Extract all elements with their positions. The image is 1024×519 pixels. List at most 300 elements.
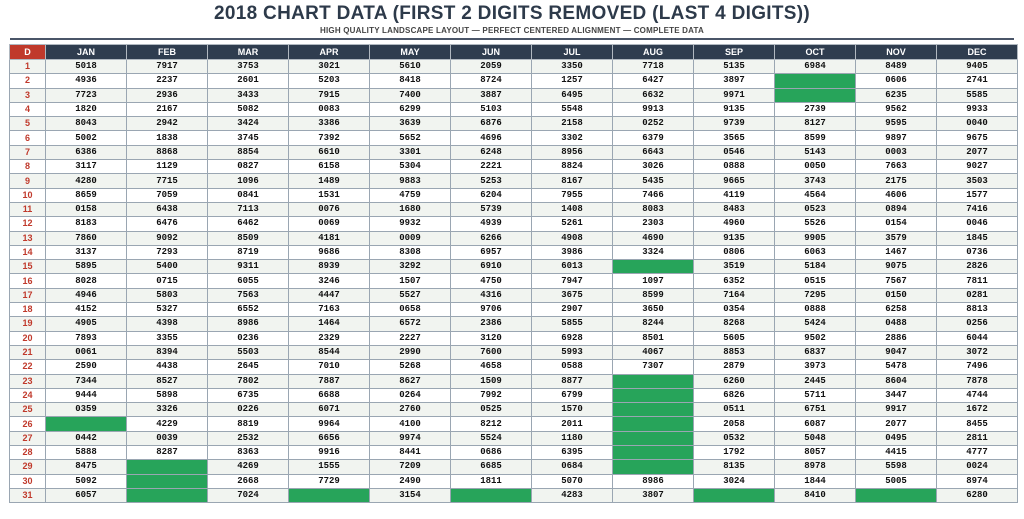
value-cell: 9706: [451, 303, 532, 317]
value-cell: 3350: [532, 60, 613, 74]
table-row: [10, 460, 1018, 474]
value-cell: 6395: [532, 446, 613, 460]
value-cell: 7293: [127, 245, 208, 259]
value-cell: 8719: [208, 245, 289, 259]
day-number: 28: [10, 446, 46, 460]
value-cell: 8441: [370, 446, 451, 460]
value-cell: 1507: [370, 274, 451, 288]
value-cell: 1129: [127, 160, 208, 174]
value-cell: 3302: [532, 131, 613, 145]
value-cell: 5048: [775, 431, 856, 445]
day-number: 12: [10, 217, 46, 231]
value-cell: 1555: [289, 460, 370, 474]
month-header-feb: FEB: [127, 45, 208, 60]
table-row: [10, 217, 1018, 231]
value-cell: 1467: [856, 245, 937, 259]
value-cell: 4283: [532, 488, 613, 502]
value-cell: 8544: [289, 345, 370, 359]
value-cell: 5435: [613, 174, 694, 188]
value-cell: 9135: [694, 102, 775, 116]
value-cell: 5203: [289, 74, 370, 88]
value-cell: 8986: [613, 474, 694, 488]
value-cell: 6260: [694, 374, 775, 388]
value-cell: 7663: [856, 160, 937, 174]
value-cell: 9405: [937, 60, 1018, 74]
value-cell: 8363: [208, 446, 289, 460]
day-number: 19: [10, 317, 46, 331]
empty-cell: [613, 403, 694, 417]
value-cell: 8599: [613, 288, 694, 302]
empty-cell: [775, 88, 856, 102]
value-cell: 0658: [370, 303, 451, 317]
day-number: 7: [10, 145, 46, 159]
table-row: [10, 288, 1018, 302]
title-rule: [10, 38, 1014, 40]
value-cell: 1672: [937, 403, 1018, 417]
value-cell: 7715: [127, 174, 208, 188]
value-cell: 4067: [613, 345, 694, 359]
value-cell: 4759: [370, 188, 451, 202]
month-header-oct: OCT: [775, 45, 856, 60]
value-cell: 7024: [208, 488, 289, 502]
value-cell: 0525: [451, 403, 532, 417]
value-cell: 9933: [937, 102, 1018, 116]
value-cell: 0252: [613, 117, 694, 131]
value-cell: 6204: [451, 188, 532, 202]
value-cell: 7802: [208, 374, 289, 388]
table-row: [10, 360, 1018, 374]
value-cell: 3292: [370, 260, 451, 274]
value-cell: 4447: [289, 288, 370, 302]
value-cell: 6299: [370, 102, 451, 116]
empty-cell: [856, 488, 937, 502]
page-subtitle: HIGH QUALITY LANDSCAPE LAYOUT — PERFECT CENTERED ALIGNMENT — COMPLETE DATA: [320, 26, 704, 35]
value-cell: 3137: [46, 245, 127, 259]
table-row: [10, 417, 1018, 431]
value-cell: 5082: [208, 102, 289, 116]
value-cell: 7163: [289, 303, 370, 317]
day-number: 6: [10, 131, 46, 145]
value-cell: 4280: [46, 174, 127, 188]
value-cell: 0495: [856, 431, 937, 445]
value-cell: 0888: [694, 160, 775, 174]
value-cell: 3386: [289, 117, 370, 131]
value-cell: 3021: [289, 60, 370, 74]
empty-cell: [46, 417, 127, 431]
value-cell: 4606: [856, 188, 937, 202]
value-cell: 2601: [208, 74, 289, 88]
header-row: [10, 45, 1018, 60]
day-number: 31: [10, 488, 46, 502]
value-cell: 0009: [370, 231, 451, 245]
empty-cell: [775, 74, 856, 88]
value-cell: 7878: [937, 374, 1018, 388]
value-cell: 2077: [856, 417, 937, 431]
value-cell: 7567: [856, 274, 937, 288]
value-cell: 8410: [775, 488, 856, 502]
value-cell: 5005: [856, 474, 937, 488]
value-cell: 2386: [451, 317, 532, 331]
table-row: [10, 88, 1018, 102]
value-cell: 5327: [127, 303, 208, 317]
value-cell: 1180: [532, 431, 613, 445]
value-cell: 2741: [937, 74, 1018, 88]
value-cell: 7059: [127, 188, 208, 202]
value-cell: 0488: [856, 317, 937, 331]
value-cell: 4152: [46, 303, 127, 317]
value-cell: 2303: [613, 217, 694, 231]
table-row: [10, 474, 1018, 488]
month-header-nov: NOV: [856, 45, 937, 60]
value-cell: 6656: [289, 431, 370, 445]
table-row: [10, 446, 1018, 460]
value-cell: 4564: [775, 188, 856, 202]
value-cell: 1257: [532, 74, 613, 88]
value-cell: 6427: [613, 74, 694, 88]
value-cell: 0606: [856, 74, 937, 88]
value-cell: 2990: [370, 345, 451, 359]
value-cell: 2490: [370, 474, 451, 488]
day-number: 20: [10, 331, 46, 345]
value-cell: 6688: [289, 388, 370, 402]
table-row: [10, 403, 1018, 417]
value-cell: 6685: [451, 460, 532, 474]
value-cell: 0281: [937, 288, 1018, 302]
table-row: [10, 131, 1018, 145]
value-cell: 5527: [370, 288, 451, 302]
table-row: [10, 274, 1018, 288]
value-cell: 5092: [46, 474, 127, 488]
value-cell: 8853: [694, 345, 775, 359]
value-cell: 8418: [370, 74, 451, 88]
value-cell: 4119: [694, 188, 775, 202]
value-cell: 0736: [937, 245, 1018, 259]
value-cell: 6837: [775, 345, 856, 359]
value-cell: 2590: [46, 360, 127, 374]
value-cell: 0354: [694, 303, 775, 317]
value-cell: 2329: [289, 331, 370, 345]
value-cell: 5548: [532, 102, 613, 116]
value-cell: 4946: [46, 288, 127, 302]
value-cell: 2532: [208, 431, 289, 445]
month-header-sep: SEP: [694, 45, 775, 60]
value-cell: 5135: [694, 60, 775, 74]
day-number: 11: [10, 202, 46, 216]
value-cell: 7600: [451, 345, 532, 359]
value-cell: 6826: [694, 388, 775, 402]
value-cell: 9444: [46, 388, 127, 402]
empty-cell: [613, 460, 694, 474]
value-cell: 3519: [694, 260, 775, 274]
value-cell: 3807: [613, 488, 694, 502]
value-cell: 2227: [370, 331, 451, 345]
value-cell: 1408: [532, 202, 613, 216]
day-number: 27: [10, 431, 46, 445]
value-cell: 4229: [127, 417, 208, 431]
value-cell: 9913: [613, 102, 694, 116]
table-row: [10, 117, 1018, 131]
value-cell: 8475: [46, 460, 127, 474]
value-cell: 2077: [937, 145, 1018, 159]
value-cell: 8455: [937, 417, 1018, 431]
value-cell: 7860: [46, 231, 127, 245]
value-cell: 7718: [613, 60, 694, 74]
value-cell: 4690: [613, 231, 694, 245]
value-cell: 0841: [208, 188, 289, 202]
value-cell: 1489: [289, 174, 370, 188]
value-cell: 3897: [694, 74, 775, 88]
value-cell: 6055: [208, 274, 289, 288]
value-cell: 4750: [451, 274, 532, 288]
value-cell: 3355: [127, 331, 208, 345]
value-cell: 0076: [289, 202, 370, 216]
value-cell: 1838: [127, 131, 208, 145]
value-cell: 1820: [46, 102, 127, 116]
day-number: 15: [10, 260, 46, 274]
value-cell: 8167: [532, 174, 613, 188]
empty-cell: [127, 474, 208, 488]
value-cell: 7164: [694, 288, 775, 302]
empty-cell: [613, 260, 694, 274]
value-cell: 8527: [127, 374, 208, 388]
value-cell: 4939: [451, 217, 532, 231]
value-cell: 4181: [289, 231, 370, 245]
value-cell: 9883: [370, 174, 451, 188]
value-cell: 2760: [370, 403, 451, 417]
value-cell: 9739: [694, 117, 775, 131]
table-row: [10, 188, 1018, 202]
value-cell: 9932: [370, 217, 451, 231]
month-header-may: MAY: [370, 45, 451, 60]
value-cell: 5184: [775, 260, 856, 274]
value-cell: 3675: [532, 288, 613, 302]
value-cell: 0039: [127, 431, 208, 445]
value-cell: 2237: [127, 74, 208, 88]
value-cell: 6235: [856, 88, 937, 102]
value-cell: 0894: [856, 202, 937, 216]
value-cell: 7416: [937, 202, 1018, 216]
empty-cell: [613, 446, 694, 460]
table-row: [10, 202, 1018, 216]
value-cell: 8083: [613, 202, 694, 216]
empty-cell: [613, 431, 694, 445]
value-cell: 2811: [937, 431, 1018, 445]
value-cell: 5261: [532, 217, 613, 231]
value-cell: 4936: [46, 74, 127, 88]
value-cell: 6438: [127, 202, 208, 216]
value-cell: 1577: [937, 188, 1018, 202]
value-cell: 7392: [289, 131, 370, 145]
value-cell: 3579: [856, 231, 937, 245]
value-cell: 5103: [451, 102, 532, 116]
value-cell: 7400: [370, 88, 451, 102]
value-cell: 1097: [613, 274, 694, 288]
value-cell: 5888: [46, 446, 127, 460]
value-cell: 3154: [370, 488, 451, 502]
table-row: [10, 374, 1018, 388]
day-number: 26: [10, 417, 46, 431]
value-cell: 5803: [127, 288, 208, 302]
value-cell: 8057: [775, 446, 856, 460]
empty-cell: [451, 488, 532, 502]
value-cell: 4905: [46, 317, 127, 331]
value-cell: 1096: [208, 174, 289, 188]
value-cell: 0256: [937, 317, 1018, 331]
value-cell: 7992: [451, 388, 532, 402]
table-row: [10, 345, 1018, 359]
value-cell: 8287: [127, 446, 208, 460]
value-cell: 0069: [289, 217, 370, 231]
value-cell: 5898: [127, 388, 208, 402]
value-cell: 8974: [937, 474, 1018, 488]
value-cell: 2879: [694, 360, 775, 374]
value-cell: 0150: [856, 288, 937, 302]
value-cell: 6013: [532, 260, 613, 274]
value-cell: 7209: [370, 460, 451, 474]
value-cell: 9675: [937, 131, 1018, 145]
value-cell: 9916: [289, 446, 370, 460]
value-cell: 0236: [208, 331, 289, 345]
value-cell: 6258: [856, 303, 937, 317]
value-cell: 3503: [937, 174, 1018, 188]
value-cell: 9665: [694, 174, 775, 188]
value-cell: 0264: [370, 388, 451, 402]
value-cell: 2886: [856, 331, 937, 345]
table-row: [10, 160, 1018, 174]
value-cell: 6876: [451, 117, 532, 131]
value-cell: 6632: [613, 88, 694, 102]
value-cell: 4269: [208, 460, 289, 474]
table-row: [10, 260, 1018, 274]
day-number: 30: [10, 474, 46, 488]
value-cell: 7723: [46, 88, 127, 102]
value-cell: 2826: [937, 260, 1018, 274]
value-cell: 3433: [208, 88, 289, 102]
value-cell: 7295: [775, 288, 856, 302]
value-cell: 0154: [856, 217, 937, 231]
value-cell: 5993: [532, 345, 613, 359]
value-cell: 5400: [127, 260, 208, 274]
value-cell: 5253: [451, 174, 532, 188]
value-cell: 8135: [694, 460, 775, 474]
value-cell: 6984: [775, 60, 856, 74]
value-cell: 4744: [937, 388, 1018, 402]
value-cell: 6910: [451, 260, 532, 274]
table-row: [10, 317, 1018, 331]
value-cell: 5610: [370, 60, 451, 74]
value-cell: 7010: [289, 360, 370, 374]
value-cell: 6957: [451, 245, 532, 259]
day-number: 5: [10, 117, 46, 131]
value-cell: 2942: [127, 117, 208, 131]
day-number: 13: [10, 231, 46, 245]
empty-cell: [289, 488, 370, 502]
value-cell: 2907: [532, 303, 613, 317]
value-cell: 5268: [370, 360, 451, 374]
value-cell: 3565: [694, 131, 775, 145]
value-cell: 3424: [208, 117, 289, 131]
value-cell: 1792: [694, 446, 775, 460]
value-cell: 9047: [856, 345, 937, 359]
value-cell: 3447: [856, 388, 937, 402]
value-cell: 7955: [532, 188, 613, 202]
value-cell: 7893: [46, 331, 127, 345]
value-cell: 2059: [451, 60, 532, 74]
month-header-dec: DEC: [937, 45, 1018, 60]
value-cell: 4777: [937, 446, 1018, 460]
day-number: 24: [10, 388, 46, 402]
table-row: [10, 245, 1018, 259]
value-cell: 0003: [856, 145, 937, 159]
value-cell: 9686: [289, 245, 370, 259]
value-cell: 3326: [127, 403, 208, 417]
table-row: [10, 74, 1018, 88]
value-cell: 3301: [370, 145, 451, 159]
value-cell: 2167: [127, 102, 208, 116]
value-cell: 2445: [775, 374, 856, 388]
month-header-jul: JUL: [532, 45, 613, 60]
month-header-jun: JUN: [451, 45, 532, 60]
value-cell: 8244: [613, 317, 694, 331]
value-cell: 7563: [208, 288, 289, 302]
value-cell: 8877: [532, 374, 613, 388]
day-number: 22: [10, 360, 46, 374]
value-cell: 4438: [127, 360, 208, 374]
value-cell: 8939: [289, 260, 370, 274]
value-cell: 4415: [856, 446, 937, 460]
value-cell: 5018: [46, 60, 127, 74]
value-cell: 6799: [532, 388, 613, 402]
value-cell: 7307: [613, 360, 694, 374]
table-row: [10, 303, 1018, 317]
day-number: 21: [10, 345, 46, 359]
value-cell: 9974: [370, 431, 451, 445]
value-cell: 0686: [451, 446, 532, 460]
value-cell: 3026: [613, 160, 694, 174]
value-cell: 1531: [289, 188, 370, 202]
value-cell: 3246: [289, 274, 370, 288]
value-cell: 6751: [775, 403, 856, 417]
value-cell: 6610: [289, 145, 370, 159]
value-cell: 0158: [46, 202, 127, 216]
value-cell: 3745: [208, 131, 289, 145]
value-cell: 2011: [532, 417, 613, 431]
value-cell: 8819: [208, 417, 289, 431]
value-cell: 6158: [289, 160, 370, 174]
value-cell: 7811: [937, 274, 1018, 288]
value-cell: 3024: [694, 474, 775, 488]
value-cell: 0684: [532, 460, 613, 474]
value-cell: 6552: [208, 303, 289, 317]
value-cell: 5855: [532, 317, 613, 331]
value-cell: 0546: [694, 145, 775, 159]
value-cell: 4658: [451, 360, 532, 374]
empty-cell: [127, 488, 208, 502]
value-cell: 7344: [46, 374, 127, 388]
value-cell: 2739: [775, 102, 856, 116]
value-cell: 8724: [451, 74, 532, 88]
value-cell: 8813: [937, 303, 1018, 317]
value-cell: 7915: [289, 88, 370, 102]
value-cell: 4960: [694, 217, 775, 231]
value-cell: 5424: [775, 317, 856, 331]
day-number: 16: [10, 274, 46, 288]
value-cell: 0040: [937, 117, 1018, 131]
value-cell: 9964: [289, 417, 370, 431]
value-cell: 0715: [127, 274, 208, 288]
value-cell: 8028: [46, 274, 127, 288]
table-row: [10, 431, 1018, 445]
